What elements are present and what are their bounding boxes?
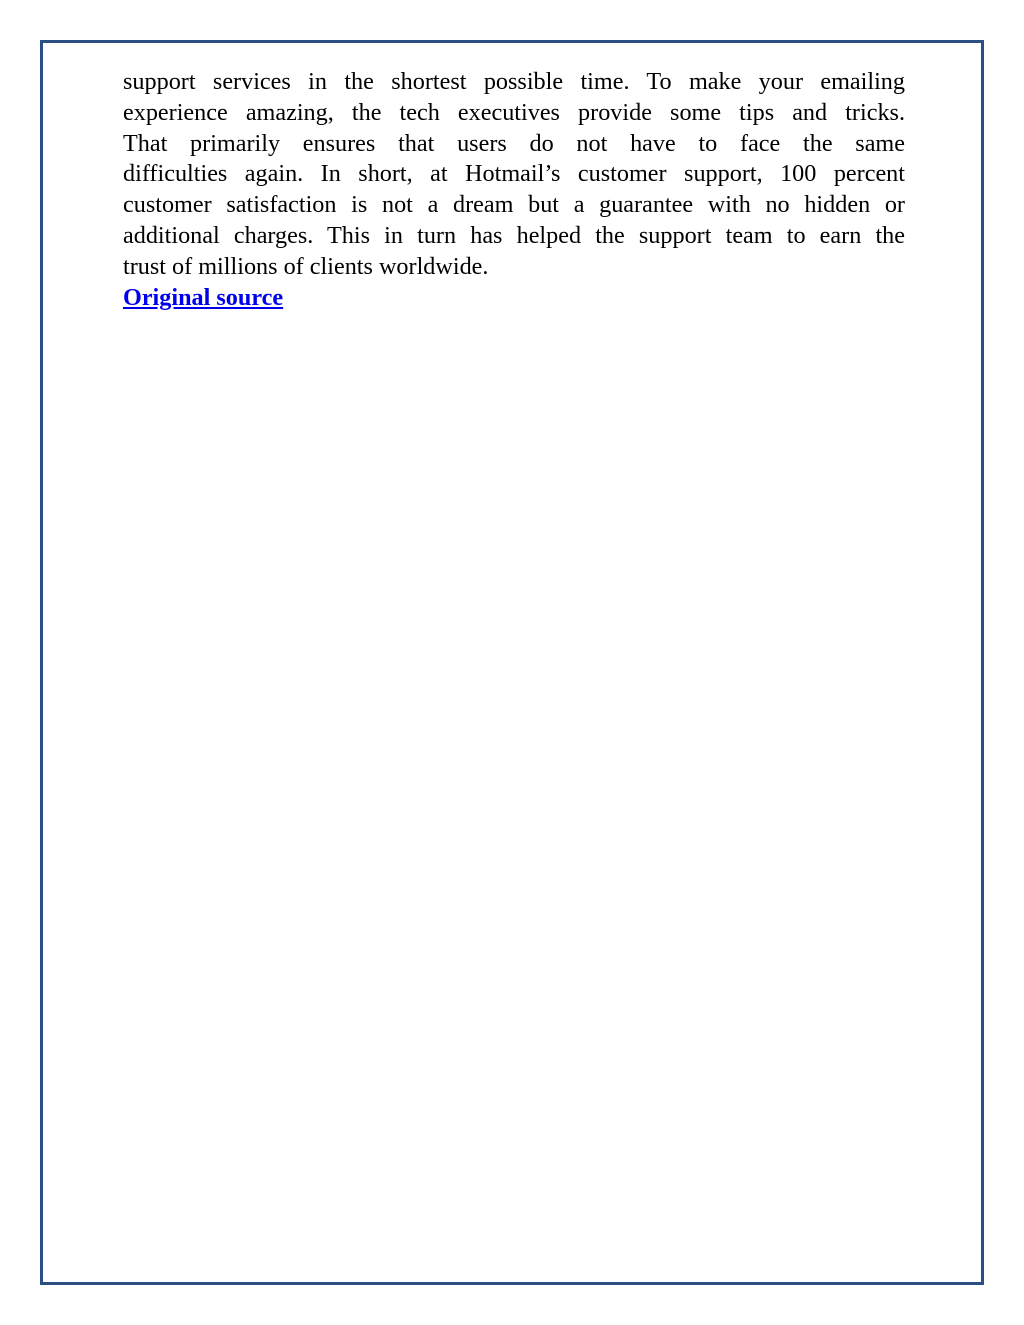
paragraph-line: customer satisfaction is not a dream but a guarantee with no hidden or (123, 191, 905, 219)
page-frame (40, 40, 984, 1285)
paragraph-line: difficulties again. In short, at Hotmail’s customer support, 100 percent (123, 160, 905, 188)
original-source-link[interactable]: Original source (123, 283, 284, 311)
paragraph-line: support services in the shortest possible time. To make your emailing (123, 68, 905, 95)
paragraph-line: experience amazing, the tech executives provide some tips and tricks. (123, 98, 905, 126)
paragraph-line: additional charges. This in turn has helped the support team to earn the (123, 221, 905, 249)
content-block (123, 67, 905, 313)
body-paragraph (123, 67, 905, 283)
paragraph-line: That primarily ensures that users do not have to face the same (123, 129, 905, 157)
paragraph-line: trust of millions of clients worldwide. (123, 252, 489, 280)
